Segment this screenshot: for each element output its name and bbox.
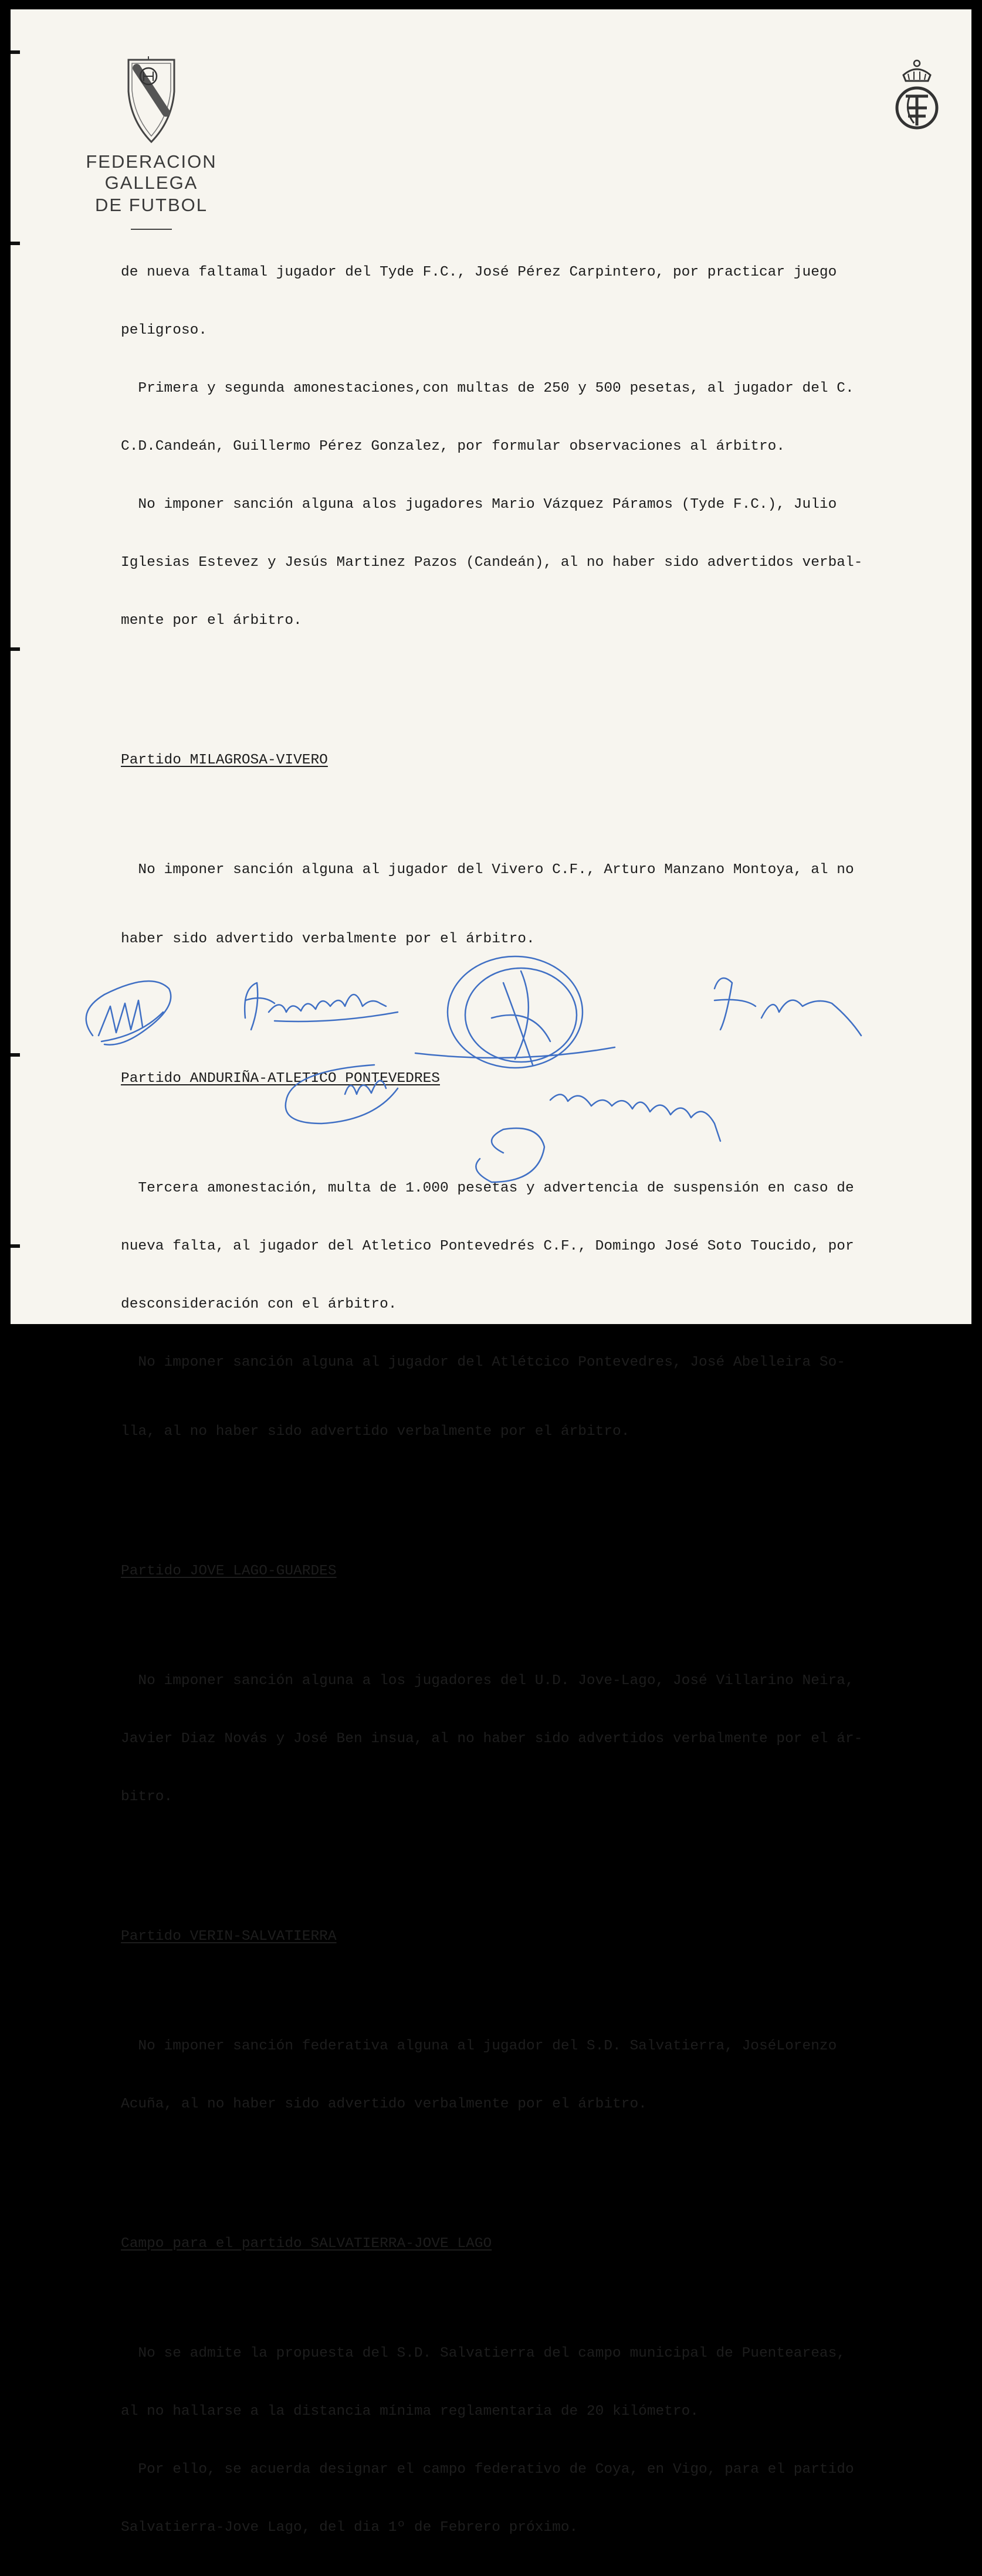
signature-3 <box>415 956 615 1068</box>
binder-mark <box>11 1244 20 1248</box>
signature-5 <box>286 1065 398 1124</box>
signature-4 <box>715 978 861 1036</box>
paragraph-line: Acuña, al no haber sido advertido verbalmente por el árbitro. <box>121 2096 647 2112</box>
signatures-area <box>69 948 920 1194</box>
paragraph-line: Iglesias Estevez y Jesús Martinez Pazos (Candeán), al no haber sido advertidos verbal- <box>121 555 863 571</box>
paragraph-line: No se admite la propuesta del S.D. Salvatierra del campo municipal de Puenteareas, <box>121 2346 846 2361</box>
paragraph-line: Por ello, se acuerda designar el campo federativo de Coya, en Vigo, para el partido <box>121 2462 854 2477</box>
document-body <box>121 224 971 2576</box>
paragraph-line: Primera y segunda amonestaciones,con multas de 250 y 500 pesetas, al jugador del C. <box>121 381 854 396</box>
binder-mark <box>11 50 20 54</box>
paragraph-line: Salvatierra-Jove Lago, del dia 1º de Febrero próximo. <box>121 2520 578 2536</box>
section-heading: Campo para el partido SALVATIERRA-JOVE LAGO <box>121 2236 492 2252</box>
paragraph-line: No imponer sanción alguna al jugador del Vivero C.F., Arturo Manzano Montoya, al no <box>121 862 854 878</box>
paragraph-line: Javier Diaz Novás y José Ben insua, al no haber sido advertidos verbalmente por el ár- <box>121 1731 863 1747</box>
paragraph-line: C.D.Candeán, Guillermo Pérez Gonzalez, por formular observaciones al árbitro. <box>121 439 785 454</box>
paragraph-line: No imponer sanción federativa alguna al jugador del S.D. Salvatierra, JoséLorenzo <box>121 2038 837 2054</box>
paragraph-line: peligroso. <box>121 323 208 338</box>
paragraph-line: No imponer sanción alguna a los jugadores del U.D. Jove-Lago, José Villarino Neira, <box>121 1673 854 1689</box>
signature-6 <box>476 1094 720 1182</box>
binder-mark <box>11 647 20 651</box>
signature-2 <box>245 983 398 1030</box>
paragraph-line: mente por el árbitro. <box>121 613 302 629</box>
binder-mark <box>11 242 20 245</box>
paragraph-line: No imponer sanción alguna al jugador del Atlétcico Pontevedres, José Abelleira So- <box>121 1355 846 1370</box>
paragraph-line: nueva falta, al jugador del Atletico Pontevedrés C.F., Domingo José Soto Toucido, por <box>121 1238 854 1254</box>
paragraph-line: desconsideración con el árbitro. <box>121 1297 397 1312</box>
binder-mark <box>11 1053 20 1057</box>
royal-federation-crest <box>890 57 943 134</box>
paragraph-line: al no hallarse a la distancia mínima reglamentaria de 20 kilómetro. <box>121 2404 699 2419</box>
org-name-line2: DE FUTBOL <box>95 195 208 215</box>
letterhead <box>46 56 257 230</box>
document-page <box>11 9 971 2536</box>
paragraph-line: de nueva faltamal jugador del Tyde F.C., José Pérez Carpintero, por practicar juego <box>121 264 837 280</box>
federation-shield-logo <box>125 56 178 144</box>
paragraph-line: haber sido advertido verbalmente por el árbitro. <box>121 931 535 947</box>
paragraph-line: No imponer sanción alguna alos jugadores Mario Vázquez Páramos (Tyde F.C.), Julio <box>121 497 837 513</box>
section-heading: Partido MILAGROSA-VIVERO <box>121 752 328 768</box>
section-heading: Partido VERIN-SALVATIERRA <box>121 1929 337 1944</box>
paragraph-line: lla, al no haber sido advertido verbalmente por el árbitro. <box>121 1424 630 1440</box>
org-name-line1: FEDERACION GALLEGA <box>86 151 217 193</box>
signature-1 <box>86 981 171 1045</box>
section-heading: Partido JOVE LAGO-GUARDES <box>121 1563 337 1579</box>
paragraph-line: Tercera amonestación, multa de 1.000 pesetas y advertencia de suspensión en caso de <box>121 1180 854 1196</box>
section-heading: Partido ANDURIÑA-ATLETICO PONTEVEDRES <box>121 1071 440 1087</box>
paragraph-line: bitro. <box>121 1789 173 1805</box>
